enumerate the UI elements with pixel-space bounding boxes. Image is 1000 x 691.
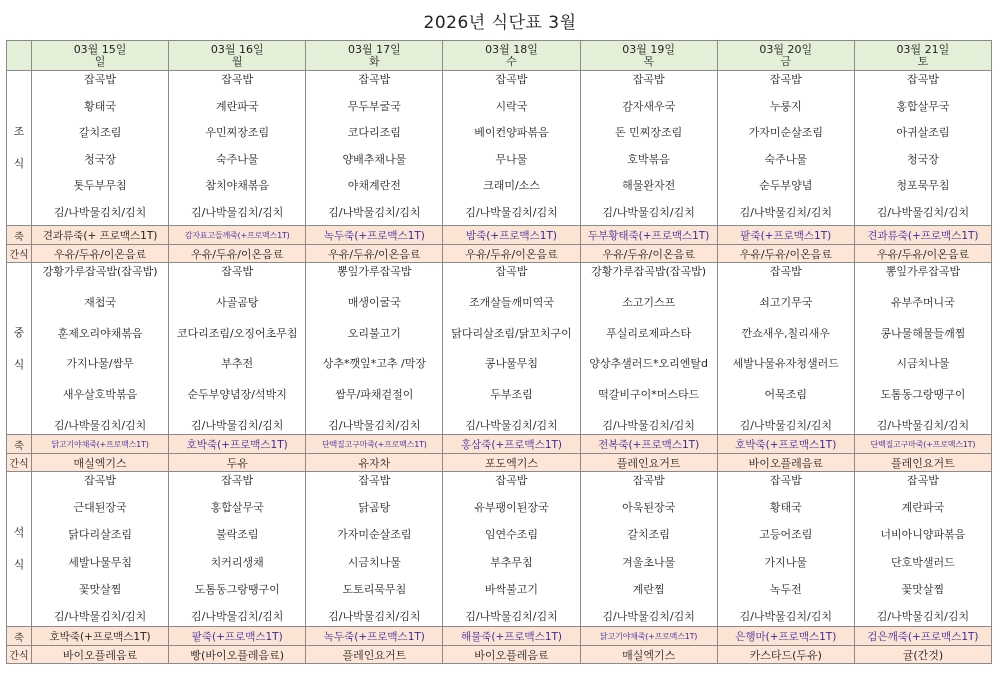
- porridge-cell: 호박죽(+프로맥스1T): [32, 627, 169, 646]
- dish-item: 녹두전: [769, 582, 802, 596]
- dish-item: 조개살들깨미역국: [468, 295, 554, 309]
- day-date: 03월 16일: [210, 42, 264, 56]
- dish-item: 잡곡밥: [495, 265, 528, 278]
- dish-item: 근대된장국: [73, 501, 127, 515]
- dish-item: 잡곡밥: [769, 73, 802, 86]
- dish-list: [32, 73, 168, 219]
- dish-item: 김/나박물김치/김치: [191, 609, 284, 623]
- lunch-cell: [580, 263, 717, 435]
- breakfast-cell: [169, 71, 306, 226]
- dish-list: [718, 73, 854, 219]
- dish-item: 훈제오리야채볶음: [57, 326, 143, 340]
- porridge-cell: 감자표고들깨죽(+프로맥스1T): [169, 226, 306, 245]
- dish-item: 누룽지: [769, 99, 802, 113]
- dish-item: 매생이굴국: [347, 295, 401, 309]
- breakfast_porridge-row: [7, 226, 992, 245]
- lunch-cell: [443, 263, 580, 435]
- day-date: 03월 18일: [485, 42, 538, 56]
- day-date: 03월 21일: [896, 42, 950, 56]
- dish-item: 뽕잎가루잡곡밥: [337, 265, 412, 278]
- dish-item: 고등어조림: [759, 528, 813, 542]
- dish-item: 푸실리로제파스타: [606, 326, 692, 340]
- porridge-cell: 견과류죽(+ 프로맥스1T): [32, 226, 169, 245]
- dinner-label-char: 석: [13, 526, 25, 539]
- dish-item: 재첩국: [84, 295, 117, 309]
- dish-item: 잡곡밥: [84, 474, 117, 487]
- dish-list: [306, 265, 442, 432]
- dish-item: 닭다리살조림/닭꼬치구이: [451, 326, 572, 340]
- dish-item: 도톰동그랑땡구이: [880, 388, 966, 402]
- dish-item: 김/나박물김치/김치: [191, 205, 284, 219]
- dish-item: 감자새우국: [622, 99, 676, 113]
- dish-item: 잡곡밥: [84, 73, 117, 86]
- dish-item: 콩나물무침: [484, 357, 539, 371]
- dish-item: 계란파국: [901, 501, 945, 515]
- dinner-label-char: 식: [13, 558, 25, 571]
- dish-item: 김/나박물김치/김치: [328, 205, 421, 219]
- dish-list: [581, 474, 717, 623]
- snack-cell: 매실엑기스: [580, 646, 717, 664]
- dish-list: [306, 474, 442, 623]
- lunch-cell: [169, 263, 306, 435]
- snack-cell: 두유: [169, 454, 306, 472]
- day-weekday: 목: [643, 54, 654, 68]
- dish-item: 김/나박물김치/김치: [602, 205, 695, 219]
- dish-item: 참치야채볶음: [205, 179, 270, 193]
- breakfast-label-char: 식: [13, 157, 25, 170]
- lunch-cell: [854, 263, 991, 435]
- dish-item: 단호박샐러드: [891, 555, 955, 569]
- porridge-cell: 홍삼죽(+프로맥스1T): [443, 435, 580, 454]
- dish-list: [169, 265, 305, 432]
- dish-item: 부추전: [221, 357, 254, 371]
- dish-item: 시금치나물: [347, 555, 401, 569]
- morning_snack-row: [7, 245, 992, 263]
- porridge-cell: 검은깨죽(+프로맥스1T): [854, 627, 991, 646]
- breakfast-label-char: 조: [13, 125, 25, 138]
- dish-item: 코다리조림/오징어초무침: [176, 326, 298, 340]
- snack-cell: 카스타드(두유): [717, 646, 854, 664]
- dish-item: 김/나박물김치/김치: [739, 205, 832, 219]
- dish-item: 가지나물/쌈무: [66, 357, 134, 371]
- dish-item: 임연수조림: [484, 528, 539, 542]
- dish-item: 불락조림: [215, 528, 259, 542]
- dish-item: 가자미순살조림: [748, 126, 823, 140]
- dish-item: 너비아니양파볶음: [880, 528, 966, 542]
- day-date: 03월 20일: [759, 42, 813, 56]
- dish-item: 아욱된장국: [622, 501, 676, 515]
- dish-item: 양상추샐러드*오리엔탈d: [589, 357, 708, 371]
- day-header: [306, 41, 443, 71]
- lunch-cell: [717, 263, 854, 435]
- day-header: [443, 41, 580, 71]
- dish-item: 황태국: [769, 501, 802, 515]
- lunch-label-char: 식: [13, 357, 25, 371]
- snack-cell: 우유/두유/이온음료: [717, 245, 854, 263]
- dinner-cell: [169, 472, 306, 627]
- dish-item: 콩나물해물들깨찜: [880, 326, 966, 340]
- day-header: [854, 41, 991, 71]
- dish-list: [855, 73, 991, 219]
- header-row: [7, 41, 992, 71]
- porridge-cell: 닭고기야채죽(+프로맥스1T): [32, 435, 169, 454]
- porridge-cell: 녹두죽(+프로맥스1T): [306, 627, 443, 646]
- snack-cell: 플레인요거트: [854, 454, 991, 472]
- snack-cell: 플레인요거트: [306, 646, 443, 664]
- dish-list: [855, 474, 991, 623]
- porridge-cell: 닭고기야채죽(+프로맥스1T): [580, 627, 717, 646]
- dish-item: 돈 민찌장조림: [615, 126, 683, 140]
- dish-item: 김/나박물김치/김치: [602, 609, 695, 623]
- dish-item: 꽃맛살찜: [901, 582, 945, 596]
- dish-item: 닭다리살조림: [68, 528, 132, 542]
- porridge-label: 죽: [7, 627, 32, 646]
- dish-item: 무두부굴국: [347, 99, 401, 113]
- dish-item: 강황가루잡곡밥(잡곡밥): [42, 265, 158, 278]
- meal-plan-body: [7, 71, 992, 664]
- dish-item: 김/나박물김치/김치: [465, 418, 558, 432]
- snack-label: 간식: [7, 646, 32, 664]
- lunch-cell: [306, 263, 443, 435]
- dish-item: 세발나물무침: [68, 555, 132, 569]
- dish-item: 김/나박물김치/김치: [876, 205, 970, 219]
- snack-cell: 귤(간것): [854, 646, 991, 664]
- dish-item: 김/나박물김치/김치: [465, 205, 558, 219]
- dish-item: 김/나박물김치/김치: [876, 418, 970, 432]
- day-weekday: 일: [94, 54, 106, 68]
- dish-item: 김/나박물김치/김치: [328, 418, 421, 432]
- dish-item: 양배추채나물: [342, 152, 407, 166]
- dish-item: 쇠고기무국: [759, 295, 813, 309]
- dish-item: 김/나박물김치/김치: [53, 205, 147, 219]
- dish-item: 상추*깻잎*고추 /막장: [322, 357, 426, 371]
- dish-item: 크래미/소스: [483, 179, 540, 193]
- porridge-cell: 해물죽(+프로맥스1T): [443, 627, 580, 646]
- snack-cell: 바이오플레음료: [32, 646, 169, 664]
- dish-item: 잡곡밥: [495, 474, 528, 487]
- breakfast-cell: [443, 71, 580, 226]
- dish-item: 뽕잎가루잡곡밥: [885, 265, 961, 278]
- dish-item: 김/나박물김치/김치: [465, 609, 558, 623]
- dish-item: 유부팽이된장국: [474, 501, 549, 515]
- dish-item: 잡곡밥: [495, 73, 528, 86]
- day-weekday: 화: [369, 54, 380, 68]
- dish-item: 가자미순살조림: [337, 528, 412, 542]
- breakfast-cell: [580, 71, 717, 226]
- dinner_porridge-row: [7, 627, 992, 646]
- dish-item: 코다리조림: [347, 126, 401, 140]
- snack-cell: 우유/두유/이온음료: [854, 245, 991, 263]
- dish-item: 순두부양념장/석박지: [187, 388, 287, 402]
- day-weekday: 금: [780, 54, 792, 68]
- dish-item: 황태국: [84, 99, 117, 113]
- dish-item: 숙주나물: [764, 152, 808, 166]
- dish-list: [32, 265, 168, 432]
- snack-label: 간식: [7, 245, 32, 263]
- dish-item: 세발나물유자청샐러드: [732, 357, 839, 371]
- dinner-cell: [717, 472, 854, 627]
- dish-item: 가지나물: [764, 555, 808, 569]
- dish-item: 유부주머니국: [891, 295, 955, 309]
- dinner-cell: [306, 472, 443, 627]
- dish-item: 잡곡밥: [221, 73, 254, 86]
- evening_snack-row: [7, 646, 992, 664]
- dish-item: 계란찜: [632, 582, 665, 596]
- dish-item: 두부조림: [490, 388, 533, 402]
- dish-item: 김/나박물김치/김치: [53, 609, 147, 623]
- dish-item: 김/나박물김치/김치: [328, 609, 421, 623]
- dish-item: 잡곡밥: [358, 73, 391, 86]
- dish-list: [855, 265, 991, 432]
- snack-cell: 바이오플레음료: [717, 454, 854, 472]
- snack-cell: 빵(바이오플레음료): [169, 646, 306, 664]
- breakfast-label: [7, 71, 32, 226]
- dish-list: [581, 265, 717, 432]
- dinner-cell: [580, 472, 717, 627]
- snack-cell: 우유/두유/이온음료: [443, 245, 580, 263]
- day-weekday: 월: [231, 54, 243, 68]
- dish-item: 호박볶음: [627, 152, 670, 166]
- porridge-cell: 호박죽(+프로맥스1T): [717, 435, 854, 454]
- dish-item: 청국장: [84, 152, 117, 166]
- dish-item: 우민찌장조림: [205, 126, 270, 140]
- dish-list: [306, 73, 442, 219]
- breakfast-cell: [32, 71, 169, 226]
- dish-item: 김/나박물김치/김치: [876, 609, 970, 623]
- dish-item: 청국장: [906, 152, 939, 166]
- porridge-label: 죽: [7, 226, 32, 245]
- dish-item: 도톰동그랑땡구이: [194, 582, 280, 596]
- snack-cell: 바이오플레음료: [443, 646, 580, 664]
- dish-item: 김/나박물김치/김치: [191, 418, 284, 432]
- porridge-cell: 밤죽(+프로맥스1T): [443, 226, 580, 245]
- porridge-cell: 팥죽(+프로맥스1T): [169, 627, 306, 646]
- porridge-cell: 녹두죽(+프로맥스1T): [306, 226, 443, 245]
- lunch-cell: [32, 263, 169, 435]
- snack-label: 간식: [7, 454, 32, 472]
- dish-list: [443, 265, 579, 432]
- dish-item: 김/나박물김치/김치: [739, 609, 832, 623]
- porridge-cell: 단백질고구마죽(+프로맥스1T): [854, 435, 991, 454]
- day-date: 03월 17일: [347, 42, 401, 56]
- dish-item: 치커리생채: [210, 555, 264, 569]
- porridge-cell: 은행마(+프로맥스1T): [717, 627, 854, 646]
- dinner-row: [7, 472, 992, 627]
- dish-item: 닭곰탕: [358, 501, 391, 515]
- dinner-label: [7, 472, 32, 627]
- header-corner: [7, 41, 32, 71]
- dish-item: 순두부양념: [759, 179, 813, 193]
- breakfast-row: [7, 71, 992, 226]
- dish-item: 계란파국: [215, 99, 259, 113]
- dish-item: 잡곡밥: [632, 73, 665, 86]
- porridge-cell: 견과류죽(+프로맥스1T): [854, 226, 991, 245]
- dish-item: 잡곡밥: [769, 474, 802, 487]
- dish-item: 갈치조림: [78, 126, 122, 140]
- dish-item: 홍합살무국: [896, 99, 950, 113]
- breakfast-cell: [306, 71, 443, 226]
- dish-item: 해물완자전: [622, 179, 676, 193]
- meal-plan-table: [6, 40, 992, 664]
- dish-item: 깐쇼새우,칠리새우: [741, 326, 831, 340]
- dish-list: [718, 474, 854, 623]
- dish-item: 잡곡밥: [906, 73, 939, 86]
- porridge-cell: 단백질고구마죽(+프로맥스1T): [306, 435, 443, 454]
- day-header: [169, 41, 306, 71]
- dish-list: [443, 73, 579, 219]
- dish-item: 꽃맛살찜: [78, 582, 122, 596]
- dinner-cell: [32, 472, 169, 627]
- dish-item: 부추무침: [490, 555, 533, 569]
- dish-item: 홍합살무국: [210, 501, 264, 515]
- dinner-cell: [443, 472, 580, 627]
- dish-item: 도토리묵무침: [342, 582, 407, 596]
- breakfast-cell: [854, 71, 991, 226]
- snack-cell: 우유/두유/이온음료: [32, 245, 169, 263]
- dish-item: 잡곡밥: [358, 474, 391, 487]
- dish-item: 갈치조림: [627, 528, 670, 542]
- snack-cell: 매실엑기스: [32, 454, 169, 472]
- lunch-row: [7, 263, 992, 435]
- snack-cell: 포도엑기스: [443, 454, 580, 472]
- dish-item: 김/나박물김치/김치: [602, 418, 695, 432]
- dish-item: 어묵조림: [764, 388, 808, 402]
- page-title: 2026년 식단표 3월: [423, 13, 577, 33]
- day-header: [580, 41, 717, 71]
- dish-item: 잡곡밥: [221, 474, 254, 487]
- day-weekday: 토: [917, 54, 929, 68]
- day-date: 03월 19일: [622, 42, 675, 56]
- dish-item: 강황가루잡곡밥(잡곡밥): [591, 265, 707, 278]
- porridge-label: 죽: [7, 435, 32, 454]
- dish-item: 겨울초나물: [622, 555, 676, 569]
- dish-item: 김/나박물김치/김치: [53, 418, 147, 432]
- breakfast-cell: [717, 71, 854, 226]
- snack-cell: 우유/두유/이온음료: [169, 245, 306, 263]
- dish-item: 숙주나물: [215, 152, 259, 166]
- dish-item: 청포묵무침: [896, 179, 950, 193]
- porridge-cell: 전복죽(+프로맥스1T): [580, 435, 717, 454]
- dish-list: [32, 474, 168, 623]
- dish-item: 아귀살조림: [896, 126, 950, 140]
- porridge-cell: 팥죽(+프로맥스1T): [717, 226, 854, 245]
- dish-item: 야채계란전: [347, 179, 401, 193]
- dish-item: 쌈무/파채겉절이: [335, 388, 414, 402]
- dish-item: 잡곡밥: [221, 265, 254, 278]
- dish-list: [169, 474, 305, 623]
- snack-cell: 우유/두유/이온음료: [306, 245, 443, 263]
- snack-cell: 플레인요거트: [580, 454, 717, 472]
- day-weekday: 수: [506, 54, 517, 68]
- dish-list: [443, 474, 579, 623]
- dish-item: 베이컨양파볶음: [474, 126, 549, 140]
- lunch_porridge-row: [7, 435, 992, 454]
- dish-item: 시금치나물: [896, 357, 950, 371]
- dish-item: 바싹불고기: [484, 582, 539, 596]
- dish-item: 오리불고기: [347, 326, 401, 340]
- dish-item: 톳두부무침: [73, 179, 127, 193]
- day-date: 03월 15일: [73, 42, 127, 56]
- snack-cell: 우유/두유/이온음료: [580, 245, 717, 263]
- day-header: [32, 41, 169, 71]
- dish-item: 김/나박물김치/김치: [739, 418, 832, 432]
- dish-item: 잡곡밥: [632, 474, 665, 487]
- dish-item: 잡곡밥: [906, 474, 939, 487]
- dish-item: 시락국: [495, 99, 528, 113]
- dish-item: 잡곡밥: [769, 265, 802, 278]
- snack-cell: 유자차: [306, 454, 443, 472]
- afternoon_snack-row: [7, 454, 992, 472]
- dinner-cell: [854, 472, 991, 627]
- lunch-label: [7, 263, 32, 435]
- dish-item: 소고기스프: [622, 295, 676, 309]
- porridge-cell: 호박죽(+프로맥스1T): [169, 435, 306, 454]
- dish-item: 새우살호박볶음: [62, 388, 138, 402]
- dish-list: [581, 73, 717, 219]
- dish-list: [718, 265, 854, 432]
- dish-item: 떡갈비구이*머스타드: [598, 388, 700, 402]
- dish-item: 무나물: [495, 152, 528, 166]
- day-header: [717, 41, 854, 71]
- dish-item: 사골곰탕: [215, 295, 259, 309]
- dish-list: [169, 73, 305, 219]
- lunch-label-char: 중: [13, 325, 25, 339]
- porridge-cell: 두부황태죽(+프로맥스1T): [580, 226, 717, 245]
